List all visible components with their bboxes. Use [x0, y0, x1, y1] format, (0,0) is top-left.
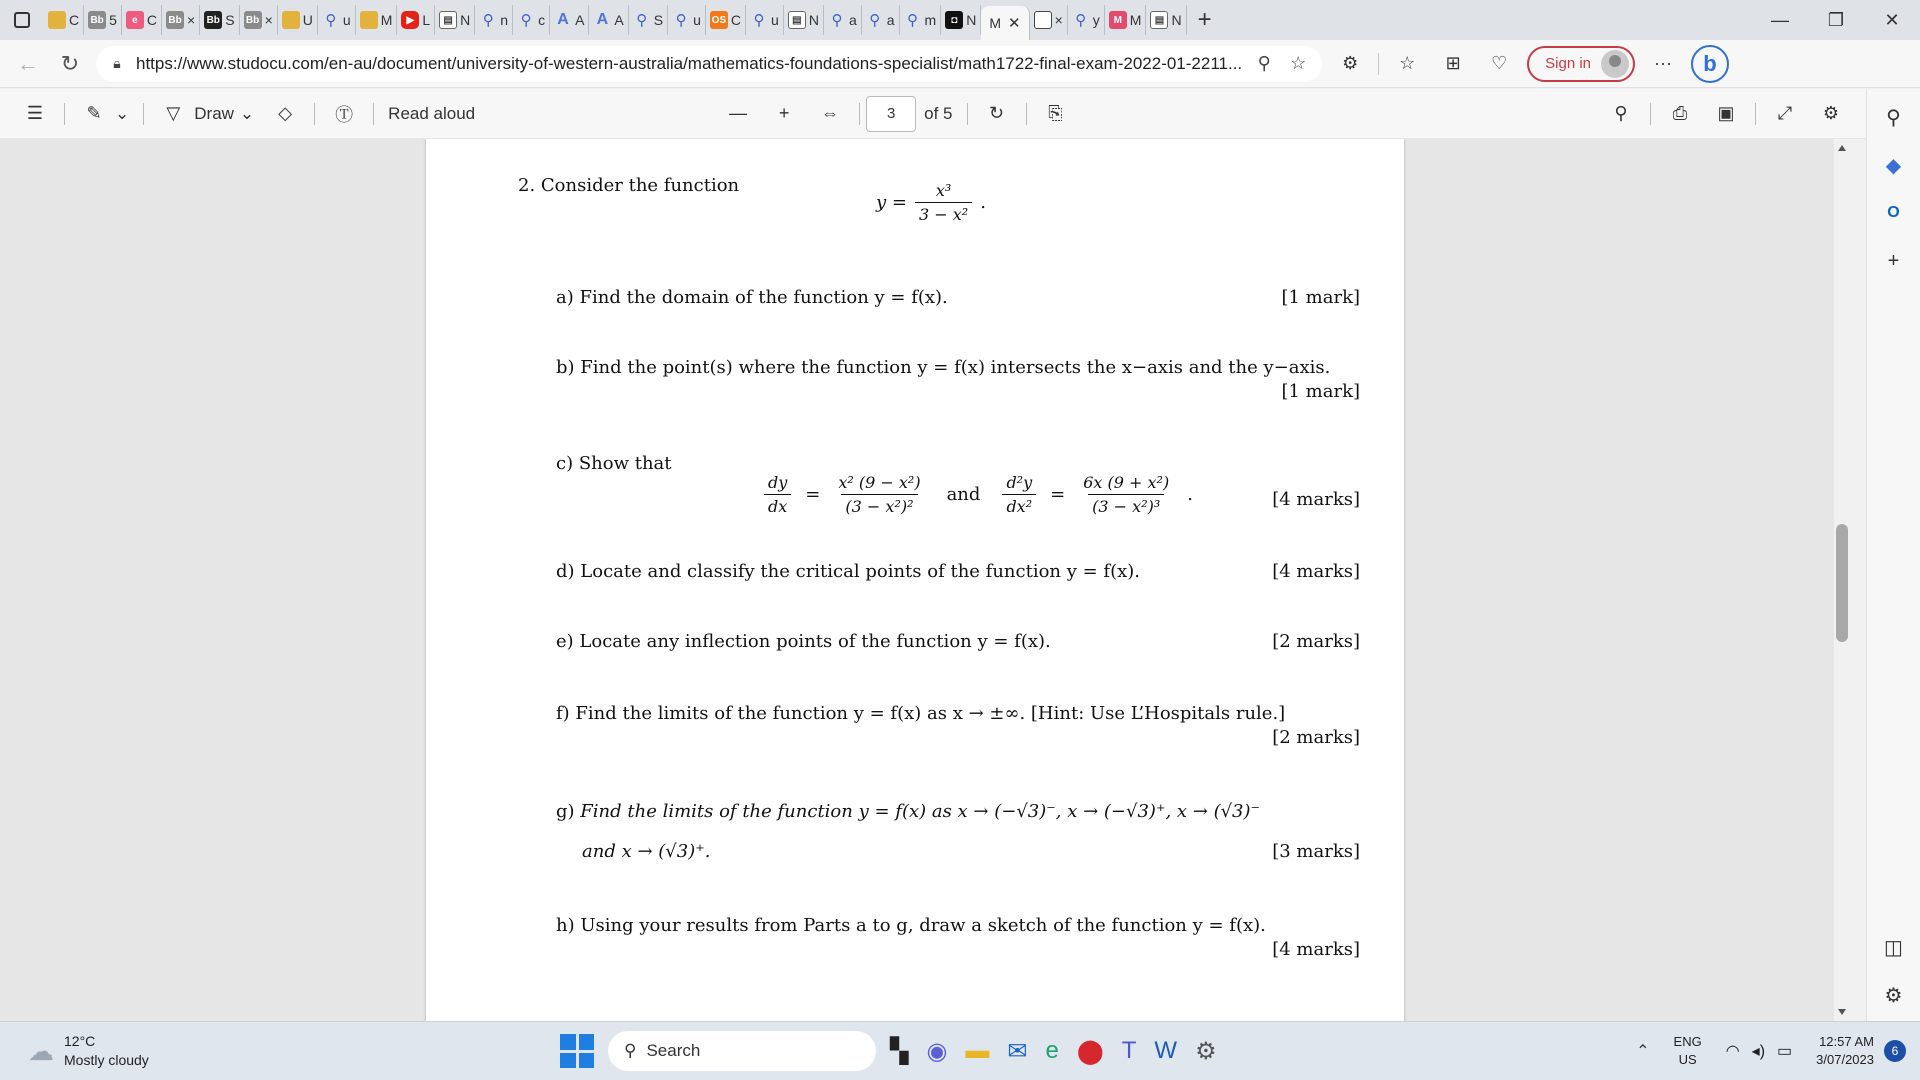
- part-g-line2: and x → (√3)⁺. [3 marks]: [582, 841, 1360, 862]
- tab[interactable]: ◘ N: [941, 5, 981, 35]
- lock-icon[interactable]: 🔒︎: [113, 55, 121, 71]
- close-tab-icon[interactable]: ✕: [1008, 15, 1021, 32]
- tabs: [44, 0, 1752, 40]
- toolbar-divider: [967, 103, 968, 125]
- print-icon: ⎙: [1672, 103, 1688, 123]
- language-indicator[interactable]: ENG US: [1673, 1034, 1702, 1067]
- blackboard-icon: Bb: [88, 11, 106, 29]
- tab[interactable]: Bb S: [200, 5, 239, 35]
- red-m-icon: M: [1109, 11, 1127, 29]
- fraction: $\frac{dy}{dx}$: [764, 473, 791, 516]
- expand-icon: ⤢: [1777, 103, 1793, 123]
- search-icon: ⚲: [636, 12, 648, 29]
- tab[interactable]: C: [44, 5, 84, 35]
- url-field[interactable]: [96, 46, 1322, 82]
- fit-to-width-button[interactable]: [807, 96, 853, 132]
- favorites-icon[interactable]: ☆: [1399, 53, 1416, 73]
- gear-icon[interactable]: ⚙: [1884, 984, 1903, 1007]
- teams-icon[interactable]: T: [1121, 1037, 1137, 1064]
- tab[interactable]: ⚲ u: [746, 5, 784, 35]
- book-icon: ▤: [1150, 11, 1168, 29]
- tab[interactable]: ▶ L: [397, 5, 435, 35]
- search-icon: ⚲: [325, 12, 337, 29]
- book-icon: ▤: [439, 11, 457, 29]
- font-a-icon: A: [596, 11, 609, 28]
- search-label: Search: [646, 1041, 701, 1060]
- task-view-icon[interactable]: ▚: [890, 1037, 909, 1065]
- main-function: y = $\frac{\text{x³}}{\text{3 − x²}}$ .: [876, 181, 986, 224]
- document-icon: [1034, 11, 1052, 29]
- volume-icon: ◂): [1751, 1043, 1766, 1060]
- fraction: $\frac{\text{x³}}{\text{3 − x²}}$: [915, 181, 972, 224]
- fraction: $\frac{\text{d²y}}{\text{dx²}}$: [1002, 473, 1036, 516]
- taskbar-search[interactable]: [608, 1031, 876, 1071]
- pdf-toolbar: [0, 89, 1866, 139]
- marks: [1 mark]: [1281, 287, 1360, 308]
- weather-widget[interactable]: [0, 1032, 560, 1070]
- pdf-settings-button[interactable]: [1808, 96, 1854, 132]
- fraction: $\frac{\text{x² (9 − x²)}}{\text{(3 − x²)²}}$: [838, 473, 921, 516]
- hide-sidebar-icon[interactable]: ◫: [1884, 936, 1903, 959]
- toolbar-divider: [314, 103, 315, 125]
- eraser-icon: ◇: [278, 103, 293, 123]
- sidebar-bottom: [1878, 931, 1910, 1011]
- tab[interactable]: M M: [1105, 5, 1147, 35]
- weather-temp: 12°C: [64, 1033, 96, 1049]
- new-tab-button[interactable]: +: [1197, 6, 1212, 33]
- read-aloud-label: Read aloud: [388, 103, 476, 123]
- marks: [4 marks]: [1272, 561, 1360, 582]
- pdf-viewport[interactable]: [0, 139, 1850, 1021]
- font-a-icon: A: [557, 11, 569, 28]
- marks: [2 marks]: [1272, 727, 1360, 748]
- search-icon: ⚲: [869, 12, 881, 29]
- note-icon: [48, 11, 66, 29]
- notification-badge[interactable]: 6: [1884, 1040, 1906, 1062]
- tab[interactable]: Bb ×: [162, 5, 200, 35]
- weather-desc: Mostly cloudy: [64, 1052, 149, 1068]
- search-icon: ⚲: [1614, 103, 1628, 123]
- add-text-button[interactable]: [321, 96, 367, 132]
- tab-active[interactable]: M ✕: [981, 6, 1029, 40]
- print-button[interactable]: [1657, 96, 1703, 132]
- save-icon: ▣: [1717, 103, 1735, 123]
- tab[interactable]: M: [356, 5, 398, 35]
- tab[interactable]: U: [278, 5, 318, 35]
- marks: [2 marks]: [1272, 631, 1360, 652]
- tab[interactable]: A A: [589, 5, 628, 35]
- cloud-icon: ☁: [28, 1035, 54, 1066]
- vertical-scrollbar[interactable]: [1834, 139, 1850, 1021]
- battery-icon: ▭: [1777, 1043, 1793, 1060]
- bing-copilot-icon[interactable]: b: [1691, 45, 1729, 83]
- file-explorer-icon[interactable]: ▬: [965, 1037, 990, 1064]
- search-icon: ⚲: [520, 12, 532, 29]
- draw-button[interactable]: [150, 96, 262, 132]
- find-button[interactable]: [1598, 96, 1644, 132]
- address-bar: [0, 40, 1920, 88]
- start-button[interactable]: [560, 1034, 594, 1068]
- search-icon: ⚲: [482, 12, 494, 29]
- word-icon[interactable]: W: [1154, 1037, 1178, 1064]
- chevron-down-icon: ⌄: [239, 103, 255, 123]
- question-title: 2. Consider the function: [518, 175, 740, 196]
- tab[interactable]: OS C: [706, 5, 746, 35]
- avatar: [1601, 50, 1629, 78]
- e-icon: e: [126, 11, 144, 29]
- favorite-star-icon[interactable]: ☆: [1290, 53, 1307, 73]
- toolbar-divider: [373, 103, 374, 125]
- url-text[interactable]: https://www.studocu.com/en-au/document/university-of-western-australia/mathematics-foundations-specialist/math1722-final-exam-2022-01-2211...: [136, 53, 1243, 73]
- wifi-icon: ◠: [1725, 1043, 1740, 1060]
- page-total: of 5: [924, 103, 953, 123]
- blackboard-dark-icon: Bb: [204, 11, 222, 29]
- tab[interactable]: ⚲ u: [318, 5, 356, 35]
- rotate-button[interactable]: [974, 96, 1020, 132]
- highlight-button[interactable]: [71, 96, 137, 132]
- read-aloud-button[interactable]: [380, 96, 483, 132]
- tab[interactable]: ×: [1030, 5, 1068, 35]
- scroll-down-icon[interactable]: [1838, 1009, 1846, 1015]
- search-icon: ⚲: [675, 12, 687, 29]
- page-number-input[interactable]: 3: [866, 96, 916, 132]
- marks: [4 marks]: [1272, 939, 1360, 960]
- blackboard-icon: Bb: [166, 11, 184, 29]
- marks: [4 marks]: [1272, 489, 1360, 510]
- zoom-out-button[interactable]: [715, 96, 761, 132]
- clock[interactable]: 12:57 AM 3/07/2023: [1816, 1034, 1874, 1067]
- tray-overflow-icon[interactable]: ⌃: [1636, 1043, 1650, 1060]
- tab[interactable]: Bb ×: [240, 5, 278, 35]
- tab[interactable]: A A: [550, 5, 589, 35]
- part-h: h) Using your results from Parts a to g, draw a sketch of the function y = f(x).: [556, 915, 1266, 936]
- back-button[interactable]: ←: [17, 50, 39, 76]
- tab[interactable]: ▤ N: [1146, 5, 1186, 35]
- tab[interactable]: e C: [122, 5, 162, 35]
- os-icon: OS: [710, 11, 728, 29]
- note-icon: [282, 11, 300, 29]
- settings-app-icon[interactable]: ⚙: [1195, 1037, 1217, 1065]
- red-app-icon[interactable]: ⬤: [1076, 1037, 1104, 1065]
- tab-strip: [0, 0, 1920, 40]
- rotate-icon: ↻: [988, 103, 1005, 123]
- tab[interactable]: ⚲ u: [668, 5, 706, 35]
- toolbar-divider: [1026, 103, 1027, 125]
- toolbar-divider: [859, 103, 860, 125]
- search-icon: ⚲: [624, 1041, 637, 1060]
- save-button[interactable]: [1703, 96, 1749, 132]
- part-d: d) Locate and classify the critical points of the function y = f(x). [4 marks]: [556, 561, 1360, 582]
- edge-icon[interactable]: e: [1045, 1037, 1059, 1064]
- toolbar-divider: [1755, 103, 1756, 125]
- search-icon: ⚲: [907, 12, 919, 29]
- chevron-down-icon: ⌄: [115, 103, 130, 123]
- black-square-icon: ◘: [945, 11, 963, 29]
- note-icon: [360, 11, 378, 29]
- collections-icon[interactable]: ⊞: [1445, 53, 1461, 73]
- draw-icon: ▽: [166, 103, 181, 123]
- pinned-apps: [890, 1037, 1217, 1066]
- fullscreen-button[interactable]: [1762, 96, 1808, 132]
- windows-logo-icon: [560, 1034, 576, 1050]
- part-f: f) Find the limits of the function y = f(x) as x → ±∞. [Hint: Use L’Hospitals rule.]: [556, 703, 1286, 724]
- scroll-up-icon[interactable]: [1838, 145, 1846, 151]
- tab-actions-icon: [14, 12, 30, 28]
- refresh-button[interactable]: ↻: [60, 50, 80, 76]
- shopping-icon[interactable]: ◆: [1885, 154, 1902, 177]
- meet-icon[interactable]: ◉: [926, 1037, 948, 1065]
- tab-actions-button[interactable]: [0, 0, 44, 40]
- part-e: e) Locate any inflection points of the function y = f(x). [2 marks]: [556, 631, 1360, 652]
- browser-essentials-icon[interactable]: ♡: [1491, 53, 1508, 73]
- toolbar-divider: [1378, 53, 1379, 75]
- marks: [1 mark]: [1281, 381, 1360, 402]
- pdf-page: [426, 139, 1404, 1021]
- mail-icon[interactable]: ✉: [1007, 1037, 1028, 1065]
- blackboard-icon: Bb: [244, 11, 262, 29]
- tab[interactable]: ⚲ c: [513, 5, 550, 35]
- tab[interactable]: ▤ N: [435, 5, 475, 35]
- zoom-icon[interactable]: ⚲: [1257, 53, 1271, 73]
- toolbar-divider: [1650, 103, 1651, 125]
- add-icon[interactable]: +: [1887, 249, 1900, 272]
- tab[interactable]: ⚲ a: [824, 5, 862, 35]
- page-view-button[interactable]: [1033, 96, 1079, 132]
- table-of-contents-button[interactable]: [12, 96, 58, 132]
- tab[interactable]: ⚲ n: [475, 5, 513, 35]
- system-tray[interactable]: [1726, 1041, 1792, 1061]
- tab[interactable]: ⚲ m: [900, 5, 942, 35]
- part-c: c) Show that: [556, 453, 672, 474]
- window-controls: [1752, 0, 1920, 40]
- plus-icon: +: [778, 103, 790, 123]
- extensions-icon[interactable]: ⚙: [1342, 53, 1359, 73]
- more-options-icon[interactable]: ···: [1654, 53, 1673, 73]
- tab[interactable]: ⚲ S: [629, 5, 668, 35]
- restore-button[interactable]: ❐: [1827, 9, 1845, 30]
- part-b: b) Find the point(s) where the function y = f(x) intersects the x−axis and the y−axis.: [556, 357, 1331, 378]
- search-icon: ⚲: [1075, 12, 1087, 29]
- draw-label: Draw: [194, 103, 234, 123]
- tab[interactable]: ⚲ y: [1068, 5, 1105, 35]
- gear-icon: ⚙: [1822, 103, 1840, 123]
- search-icon: ⚲: [831, 12, 843, 29]
- taskbar: [0, 1021, 1920, 1080]
- book-icon: ▤: [788, 11, 806, 29]
- search-icon[interactable]: ⚲: [1886, 106, 1901, 129]
- toolbar-divider: [143, 103, 144, 125]
- minus-icon: —: [729, 103, 748, 123]
- derivatives-formula: $\frac{dy}{dx}$ = $\frac{\text{x² (9 − x²)}}{\text{(3 − x²)²}}$ and $\frac{\text{d²y}}{\text{dx²}}$ = $\frac{\text{6x (9 + x²)}}{\text{(3 − x²)³}}$ .: [764, 473, 1193, 516]
- marks: [3 marks]: [1272, 841, 1360, 862]
- fit-width-icon: ⇔: [821, 103, 840, 123]
- erase-button[interactable]: [262, 96, 308, 132]
- page-view-icon: ⎘: [1048, 103, 1063, 123]
- outlook-icon[interactable]: O: [1887, 204, 1900, 221]
- part-g: g) Find the limits of the function y = f(x) as x → (−√3)⁻, x → (−√3)⁺, x → (√3)⁻: [556, 801, 1261, 822]
- tab[interactable]: ⚲ a: [862, 5, 900, 35]
- sign-in-button[interactable]: [1527, 46, 1635, 82]
- fraction: $\frac{\text{6x (9 + x²)}}{\text{(3 − x²)³}}$: [1083, 473, 1170, 516]
- zoom-in-button[interactable]: [761, 96, 807, 132]
- text-box-icon: Ⓣ: [335, 104, 354, 125]
- close-window-button[interactable]: ✕: [1884, 9, 1900, 30]
- tab[interactable]: Bb 5: [84, 5, 122, 35]
- minimize-button[interactable]: —: [1771, 9, 1789, 30]
- edge-sidebar: [1866, 89, 1920, 1021]
- sign-in-label: Sign in: [1545, 55, 1592, 72]
- tab[interactable]: ▤ N: [784, 5, 824, 35]
- youtube-icon: ▶: [401, 11, 419, 29]
- highlighter-icon: ✎: [86, 103, 102, 123]
- search-icon: ⚲: [753, 12, 765, 29]
- scroll-thumb[interactable]: [1836, 524, 1848, 642]
- toolbar-divider: [64, 103, 65, 125]
- contents-icon: ☰: [26, 103, 44, 123]
- part-a: a) Find the domain of the function y = f(x). [1 mark]: [556, 287, 1360, 308]
